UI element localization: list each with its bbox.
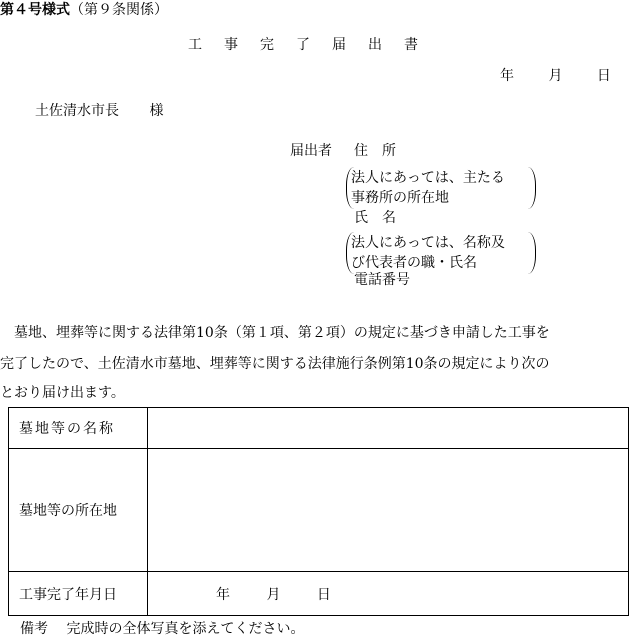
form-reference: （第９条関係）	[70, 2, 168, 18]
addressee-honorific: 様	[149, 103, 164, 119]
cemetery-location-label: 墓地等の所在地	[9, 449, 148, 572]
addressee	[35, 104, 163, 118]
cemetery-name-field[interactable]	[148, 408, 629, 449]
table-row-cemetery-location	[9, 449, 629, 572]
remarks	[20, 622, 304, 636]
table-row-cemetery-name	[9, 408, 629, 449]
address-label: 住 所	[354, 143, 396, 159]
date-line	[500, 69, 611, 83]
date-day: 日	[596, 68, 611, 84]
date-year: 年	[500, 68, 514, 84]
name-note-line-2: び代表者の職・氏名	[351, 255, 477, 271]
address-note-line-1: 法人にあっては、主たる	[351, 170, 505, 186]
notifier-label: 届出者	[290, 143, 332, 159]
completion-year: 年	[216, 586, 230, 603]
address-note-bracket	[346, 167, 536, 209]
form-table	[8, 407, 629, 616]
cemetery-location-field[interactable]	[148, 449, 629, 572]
body-line-3: とおり届け出ます。	[0, 385, 125, 401]
completion-day: 日	[316, 586, 331, 603]
remarks-text: 完成時の全体写真を添えてください。	[66, 621, 305, 637]
phone-label: 電話番号	[354, 272, 410, 288]
body-line-2: 完了したので、土佐清水市墓地、埋葬等に関する法律施行条例第10条の規定により次の	[0, 356, 550, 372]
completion-month: 月	[266, 586, 281, 603]
table-row-completion-date	[9, 572, 629, 616]
date-month: 月	[548, 68, 563, 84]
name-label: 氏 名	[354, 210, 396, 226]
address-note-line-2: 事務所の所在地	[351, 190, 449, 206]
completion-date-label: 工事完了年月日	[9, 572, 148, 616]
cemetery-name-label: 墓地等の名称	[9, 408, 148, 449]
name-note-line-1: 法人にあっては、名称及	[351, 235, 505, 251]
body-line-1: 墓地、埋葬等に関する法律第10条（第１項、第２項）の規定に基づき申請した工事を	[0, 325, 550, 341]
form-number: 第４号様式	[0, 2, 70, 18]
addressee-name: 土佐清水市長	[35, 103, 119, 119]
document-title: 工事完了届出書	[188, 37, 440, 53]
name-note-bracket	[346, 232, 536, 274]
completion-date-field[interactable]	[148, 572, 629, 616]
remarks-label: 備考	[20, 621, 48, 637]
form-header	[0, 3, 168, 17]
